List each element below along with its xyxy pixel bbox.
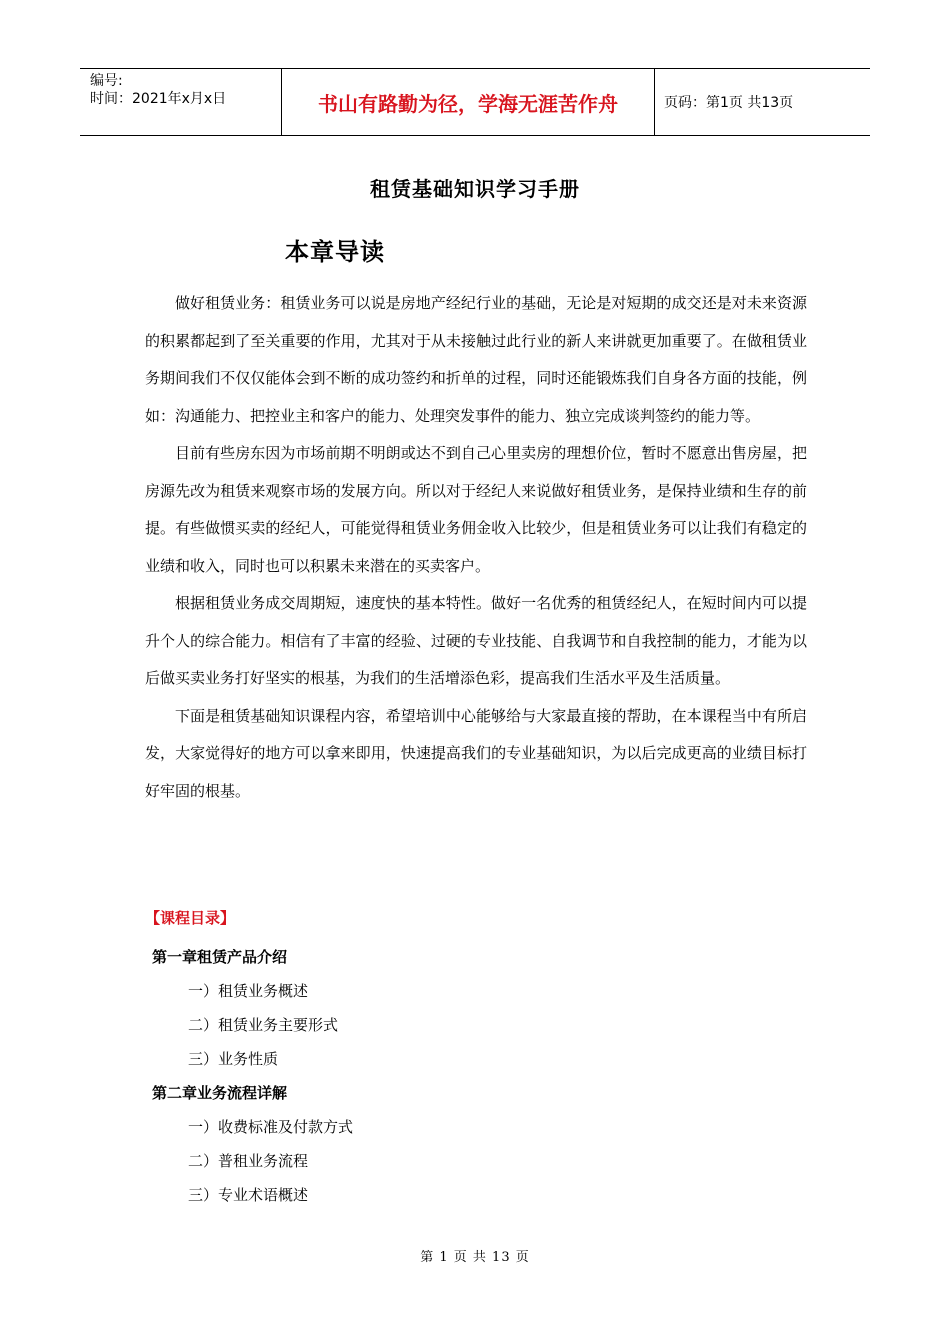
table-of-contents (152, 943, 752, 1215)
toc-item: 一）收费标准及付款方式 (188, 1118, 354, 1136)
page-footer: 第 1 页 共 13 页 (420, 1250, 530, 1265)
document-title: 租赁基础知识学习手册 (370, 177, 580, 201)
toc-item: 二）普租业务流程 (188, 1152, 309, 1170)
toc-item: 三）专业术语概述 (188, 1186, 309, 1204)
paragraph: 根据租赁业务成交周期短，速度快的基本特性。做好一名优秀的租赁经纪人，在短时间内可以提升个人的综合能力。相信有了丰富的经验、过硬的专业技能、自我调节和自我控制的能力，才能为以后做买卖业务打好坚实的根基，为我们的生活增添色彩，提高我们生活水平及生活质量。 (145, 594, 807, 687)
toc-chapter-2: 第二章业务流程详解 (152, 1084, 288, 1102)
header-motto: 书山有路勤为径，学海无涯苦作舟 (281, 69, 655, 135)
toc-item: 二）租赁业务主要形式 (188, 1016, 339, 1034)
chapter-title: 本章导读 (285, 237, 385, 266)
toc-item: 一）租赁业务概述 (188, 982, 309, 1000)
document-header (80, 68, 870, 136)
toc-heading: 【课程目录】 (145, 909, 236, 927)
paragraph: 做好租赁业务：租赁业务可以说是房地产经纪行业的基础，无论是对短期的成交还是对未来资源的积累都起到了至关重要的作用，尤其对于从未接触过此行业的新人来讲就更加重要了。在做租赁业务期间我们不仅仅能体会到不断的成功签约和折单的过程，同时还能锻炼我们自身各方面的技能，例如：沟通能力、把控业主和客户的能力、处理突发事件的能力、独立完成谈判签约的能力等。 (145, 294, 807, 425)
header-page-info: 页码：第1页 共13页 (664, 95, 794, 111)
paragraph: 目前有些房东因为市场前期不明朗或达不到自己心里卖房的理想价位，暂时不愿意出售房屋，把房源先改为租赁来观察市场的发展方向。所以对于经纪人来说做好租赁业务，是保持业绩和生存的前提。有些做惯买卖的经纪人，可能觉得租赁业务佣金收入比较少，但是租赁业务可以让我们有稳定的业绩和收入，同时也可以积累未来潜在的买卖客户。 (145, 444, 807, 575)
paragraph: 下面是租赁基础知识课程内容，希望培训中心能够给与大家最直接的帮助，在本课程当中有所启发，大家觉得好的地方可以拿来即用，快速提高我们的专业基础知识，为以后完成更高的业绩目标打好牢固的根基。 (145, 706, 807, 800)
number-label: 编号: (90, 73, 123, 89)
header-meta (80, 69, 281, 135)
intro-body (145, 285, 807, 810)
toc-chapter-1: 第一章租赁产品介绍 (152, 948, 288, 966)
time-label: 时间：2021年x月x日 (90, 91, 227, 107)
toc-item: 三）业务性质 (188, 1050, 279, 1068)
